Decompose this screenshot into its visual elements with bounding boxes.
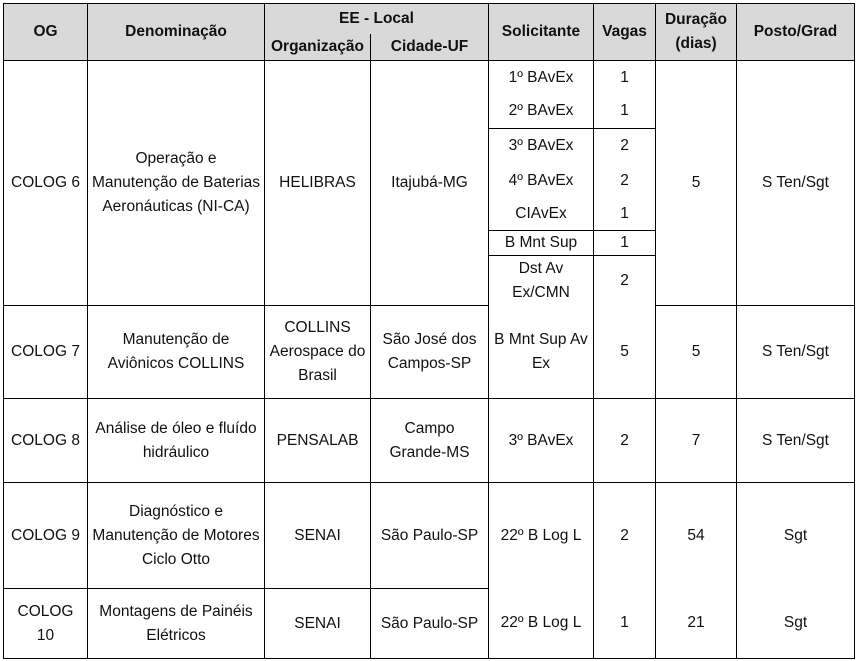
solicitante-cell: 3º BAvEx xyxy=(489,399,594,483)
duracao-cell: 5 xyxy=(656,306,737,399)
organizacao-cell: SENAI xyxy=(265,589,371,659)
organizacao-cell: COLLINS Aerospace do Brasil xyxy=(265,306,371,399)
vagas-cell: 5 xyxy=(594,306,656,399)
og-cell: COLOG 10 xyxy=(4,589,88,659)
organizacao-cell: PENSALAB xyxy=(265,399,371,483)
solicitante-cell: CIAvEx xyxy=(489,198,594,231)
vagas-cell: 1 xyxy=(594,61,656,95)
denominacao-cell: Operação e Manutenção de Baterias Aeronáuticas (NI-CA) xyxy=(88,61,265,306)
posto-cell: Sgt xyxy=(737,589,855,659)
courses-table xyxy=(3,3,855,659)
duracao-cell: 21 xyxy=(656,589,737,659)
og-cell: COLOG 6 xyxy=(4,61,88,306)
duracao-cell: 7 xyxy=(656,399,737,483)
table-row xyxy=(4,61,855,95)
vagas-cell: 2 xyxy=(594,256,656,306)
cidade-cell: São Paulo-SP xyxy=(371,589,489,659)
table-row xyxy=(4,589,855,659)
header-posto-grad: Posto/Grad xyxy=(737,4,855,61)
duracao-cell: 5 xyxy=(656,61,737,306)
document xyxy=(3,3,855,659)
header-solicitante: Solicitante xyxy=(489,4,594,61)
solicitante-cell: Dst Av Ex/CMN xyxy=(489,256,594,306)
table-row xyxy=(4,306,855,399)
header-duracao: Duração (dias) xyxy=(656,4,737,61)
header-og: OG xyxy=(4,4,88,61)
solicitante-cell: B Mnt Sup xyxy=(489,231,594,256)
solicitante-cell: B Mnt Sup Av Ex xyxy=(489,306,594,399)
vagas-cell: 2 xyxy=(594,164,656,198)
solicitante-cell: 4º BAvEx xyxy=(489,164,594,198)
cidade-cell: Campo Grande-MS xyxy=(371,399,489,483)
organizacao-cell: HELIBRAS xyxy=(265,61,371,306)
solicitante-cell: 1º BAvEx xyxy=(489,61,594,95)
denominacao-cell: Análise de óleo e fluído hidráulico xyxy=(88,399,265,483)
header-ee-local: EE - Local xyxy=(265,4,489,34)
vagas-cell: 1 xyxy=(594,231,656,256)
vagas-cell: 1 xyxy=(594,198,656,231)
header-vagas: Vagas xyxy=(594,4,656,61)
vagas-cell: 2 xyxy=(594,129,656,164)
solicitante-cell: 22º B Log L xyxy=(489,589,594,659)
cidade-cell: Itajubá-MG xyxy=(371,61,489,306)
posto-cell: S Ten/Sgt xyxy=(737,306,855,399)
vagas-cell: 1 xyxy=(594,589,656,659)
solicitante-cell: 3º BAvEx xyxy=(489,129,594,164)
solicitante-cell: 22º B Log L xyxy=(489,483,594,589)
cidade-cell: São José dos Campos-SP xyxy=(371,306,489,399)
duracao-cell: 54 xyxy=(656,483,737,589)
denominacao-cell: Manutenção de Aviônicos COLLINS xyxy=(88,306,265,399)
vagas-cell: 2 xyxy=(594,483,656,589)
header-organizacao: Organização xyxy=(265,34,371,61)
cidade-cell: São Paulo-SP xyxy=(371,483,489,589)
header-cidade-uf: Cidade-UF xyxy=(371,34,489,61)
denominacao-cell: Montagens de Painéis Elétricos xyxy=(88,589,265,659)
header-denominacao: Denominação xyxy=(88,4,265,61)
solicitante-cell: 2º BAvEx xyxy=(489,95,594,129)
organizacao-cell: SENAI xyxy=(265,483,371,589)
denominacao-cell: Diagnóstico e Manutenção de Motores Ciclo Otto xyxy=(88,483,265,589)
vagas-cell: 2 xyxy=(594,399,656,483)
og-cell: COLOG 8 xyxy=(4,399,88,483)
posto-cell: Sgt xyxy=(737,483,855,589)
table-row xyxy=(4,483,855,589)
posto-cell: S Ten/Sgt xyxy=(737,399,855,483)
posto-cell: S Ten/Sgt xyxy=(737,61,855,306)
og-cell: COLOG 7 xyxy=(4,306,88,399)
header-row xyxy=(4,4,855,34)
table-row xyxy=(4,399,855,483)
og-cell: COLOG 9 xyxy=(4,483,88,589)
vagas-cell: 1 xyxy=(594,95,656,129)
